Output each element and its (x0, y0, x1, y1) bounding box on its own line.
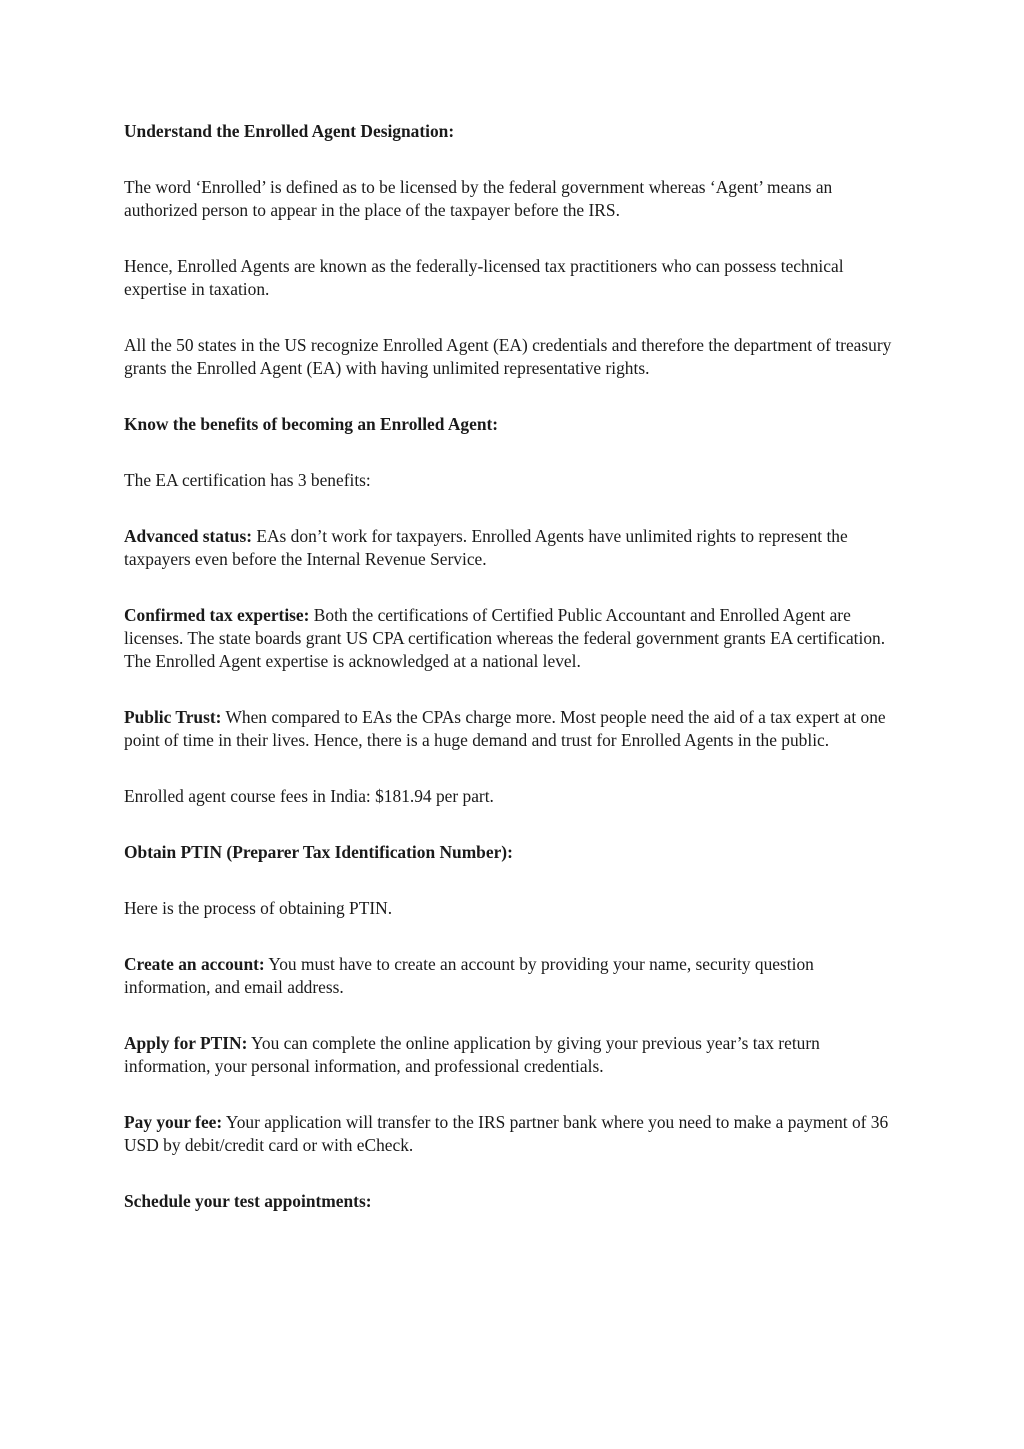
step-create-account-text: You must have to create an account by providing your name, security question information, and email address. (124, 954, 814, 997)
document-page (124, 120, 894, 1213)
paragraph-enrolled-definition: The word ‘Enrolled’ is defined as to be licensed by the federal government whereas ‘Agent’ means an authorized person to appear in the place of the taxpayer before the IRS. (124, 177, 833, 220)
heading-benefits: Know the benefits of becoming an Enrolled Agent: (124, 414, 499, 434)
benefit-confirmed-expertise (124, 604, 894, 673)
step-pay-fee (124, 1111, 894, 1157)
paragraph-50-states: All the 50 states in the US recognize Enrolled Agent (EA) credentials and therefore the department of treasury grants the Enrolled Agent (EA) with having unlimited representative rights. (124, 335, 892, 378)
step-apply-ptin-text: You can complete the online application by giving your previous year’s tax return information, your personal information, and professional credentials. (124, 1033, 820, 1076)
benefit-public-trust-lead: Public Trust: (124, 707, 222, 727)
paragraph-course-fees: Enrolled agent course fees in India: $181.94 per part. (124, 786, 494, 806)
step-create-account-lead: Create an account: (124, 954, 265, 974)
step-apply-ptin-lead: Apply for PTIN: (124, 1033, 248, 1053)
paragraph-federally-licensed: Hence, Enrolled Agents are known as the federally-licensed tax practitioners who can possess technical expertise in taxation. (124, 256, 844, 299)
step-create-account (124, 953, 894, 999)
benefit-public-trust (124, 706, 894, 752)
paragraph-benefits-intro: The EA certification has 3 benefits: (124, 470, 371, 490)
benefit-confirmed-expertise-text: Both the certifications of Certified Public Accountant and Enrolled Agent are licenses. The state boards grant US CPA certification whereas the federal government grants EA certification. The Enrolled Agent expertise is acknowledged at a national level. (124, 605, 886, 671)
paragraph-ptin-process: Here is the process of obtaining PTIN. (124, 898, 393, 918)
heading-schedule-test: Schedule your test appointments: (124, 1191, 372, 1211)
step-pay-fee-lead: Pay your fee: (124, 1112, 223, 1132)
heading-ea-designation: Understand the Enrolled Agent Designation: (124, 121, 455, 141)
heading-obtain-ptin: Obtain PTIN (Preparer Tax Identification Number): (124, 842, 513, 862)
step-pay-fee-text: Your application will transfer to the IRS partner bank where you need to make a payment of 36 USD by debit/credit card or with eCheck. (124, 1112, 889, 1155)
benefit-confirmed-expertise-lead: Confirmed tax expertise: (124, 605, 310, 625)
benefit-advanced-status-text: EAs don’t work for taxpayers. Enrolled Agents have unlimited rights to represent the taxpayers even before the Internal Revenue Service. (124, 526, 848, 569)
benefit-advanced-status-lead: Advanced status: (124, 526, 253, 546)
benefit-advanced-status (124, 525, 894, 571)
benefit-public-trust-text: When compared to EAs the CPAs charge more. Most people need the aid of a tax expert at one point of time in their lives. Hence, there is a huge demand and trust for Enrolled Agents in the public. (124, 707, 886, 750)
step-apply-ptin (124, 1032, 894, 1078)
